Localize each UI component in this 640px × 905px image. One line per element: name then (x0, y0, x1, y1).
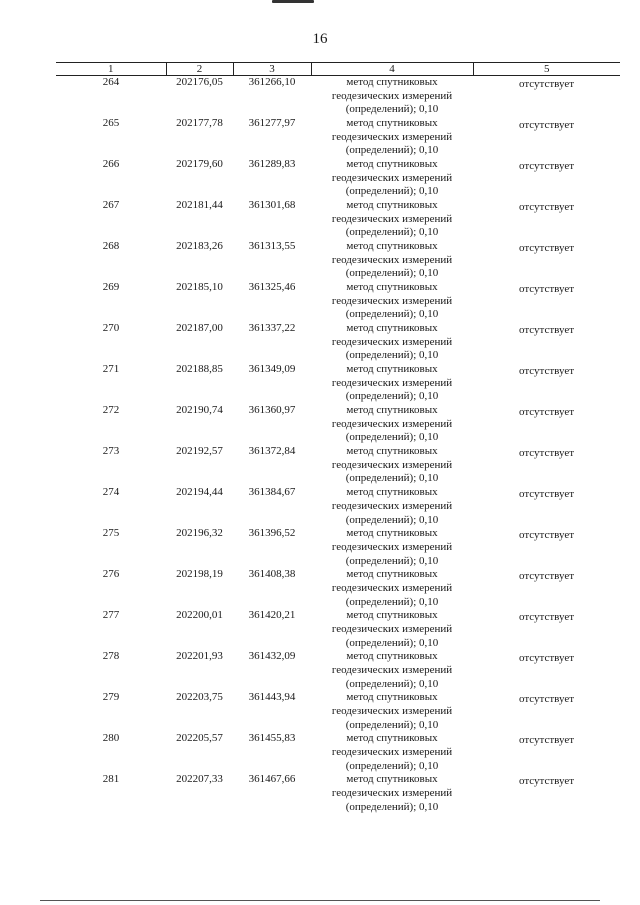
method-cell (311, 486, 473, 527)
method-cell (311, 199, 473, 240)
method-line: (определений); 0,10 (345, 390, 439, 403)
note-cell: отсутствует (518, 283, 575, 296)
method-line: метод спутниковых (346, 281, 438, 294)
method-line: метод спутниковых (346, 199, 438, 212)
method-line: (определений); 0,10 (345, 595, 439, 608)
method-line: геодезических измерений (331, 499, 453, 512)
table-row (56, 281, 620, 322)
method-line: (определений); 0,10 (345, 431, 439, 444)
x-coordinate-cell: 202192,57 (176, 445, 223, 458)
point-number-cell: 274 (102, 486, 120, 499)
x-coordinate-cell: 202187,00 (176, 322, 223, 335)
point-number-cell: 281 (102, 773, 120, 786)
table-row (56, 691, 620, 732)
method-line: геодезических измерений (331, 704, 453, 717)
y-coordinate-cell: 361396,52 (248, 527, 296, 540)
method-line: метод спутниковых (346, 76, 438, 88)
table-row (56, 199, 620, 240)
method-line: метод спутниковых (346, 486, 438, 499)
method-line: метод спутниковых (346, 404, 438, 417)
note-cell: отсутствует (518, 775, 575, 788)
method-line: (определений); 0,10 (345, 718, 439, 731)
method-line: геодезических измерений (331, 417, 453, 430)
method-line: геодезических измерений (331, 745, 453, 758)
point-number-cell: 268 (102, 240, 120, 253)
method-line: геодезических измерений (331, 253, 453, 266)
method-cell (311, 445, 473, 486)
method-line: геодезических измерений (331, 171, 453, 184)
table-row (56, 445, 620, 486)
method-line: геодезических измерений (331, 540, 453, 553)
bottom-edge-line (40, 900, 600, 901)
method-line: (определений); 0,10 (345, 513, 439, 526)
method-line: метод спутниковых (346, 322, 438, 335)
method-line: (определений); 0,10 (345, 144, 439, 157)
point-number-cell: 266 (102, 158, 120, 171)
note-cell: отсутствует (518, 119, 575, 132)
x-coordinate-cell: 202181,44 (176, 199, 223, 212)
y-coordinate-cell: 361420,21 (248, 609, 296, 622)
method-line: метод спутниковых (346, 363, 438, 376)
method-line: (определений); 0,10 (345, 267, 439, 280)
x-coordinate-cell: 202190,74 (176, 404, 223, 417)
x-coordinate-cell: 202194,44 (176, 486, 223, 499)
y-coordinate-cell: 361372,84 (248, 445, 296, 458)
y-coordinate-cell: 361432,09 (248, 650, 296, 663)
method-line: метод спутниковых (346, 773, 438, 786)
x-coordinate-cell: 202177,78 (176, 117, 223, 130)
method-line: (определений); 0,10 (345, 800, 439, 813)
table-row (56, 240, 620, 281)
table-row (56, 568, 620, 609)
note-cell: отсутствует (518, 78, 575, 90)
table-row (56, 76, 620, 118)
x-coordinate-cell: 202185,10 (176, 281, 223, 294)
method-cell (311, 691, 473, 732)
method-cell (311, 281, 473, 322)
note-cell: отсутствует (518, 324, 575, 337)
point-number-cell: 276 (102, 568, 120, 581)
x-coordinate-cell: 202196,32 (176, 527, 223, 540)
method-cell (311, 773, 473, 814)
note-cell: отсутствует (518, 201, 575, 214)
method-line: геодезических измерений (331, 458, 453, 471)
y-coordinate-cell: 361266,10 (248, 76, 296, 88)
table-row (56, 773, 620, 814)
method-cell (311, 404, 473, 445)
method-cell (311, 158, 473, 199)
method-line: метод спутниковых (346, 568, 438, 581)
method-line: метод спутниковых (346, 650, 438, 663)
table-row (56, 117, 620, 158)
point-number-cell: 269 (102, 281, 120, 294)
method-line: метод спутниковых (346, 445, 438, 458)
y-coordinate-cell: 361360,97 (248, 404, 296, 417)
point-number-cell: 265 (102, 117, 120, 130)
note-cell: отсутствует (518, 734, 575, 747)
point-number-cell: 279 (102, 691, 120, 704)
method-cell (311, 363, 473, 404)
coordinates-table (56, 62, 620, 814)
method-line: метод спутниковых (346, 609, 438, 622)
method-line: геодезических измерений (331, 89, 453, 102)
table-row (56, 609, 620, 650)
method-line: (определений); 0,10 (345, 185, 439, 198)
note-cell: отсутствует (518, 406, 575, 419)
table-row (56, 404, 620, 445)
method-cell (311, 568, 473, 609)
x-coordinate-cell: 202188,85 (176, 363, 223, 376)
method-line: геодезических измерений (331, 130, 453, 143)
y-coordinate-cell: 361337,22 (248, 322, 296, 335)
method-cell (311, 732, 473, 773)
point-number-cell: 267 (102, 199, 120, 212)
method-line: (определений); 0,10 (345, 759, 439, 772)
method-line: геодезических измерений (331, 663, 453, 676)
x-coordinate-cell: 202198,19 (176, 568, 223, 581)
note-cell: отсутствует (518, 447, 575, 460)
table-row (56, 650, 620, 691)
point-number-cell: 280 (102, 732, 120, 745)
page-number: 16 (312, 31, 328, 47)
method-line: геодезических измерений (331, 622, 453, 635)
note-cell: отсутствует (518, 570, 575, 583)
method-line: геодезических измерений (331, 212, 453, 225)
method-cell (311, 76, 473, 118)
note-cell: отсутствует (518, 365, 575, 378)
y-coordinate-cell: 361408,38 (248, 568, 296, 581)
point-number-cell: 278 (102, 650, 120, 663)
point-number-cell: 273 (102, 445, 120, 458)
method-line: (определений); 0,10 (345, 636, 439, 649)
column-header: 1 (56, 63, 166, 76)
method-line: метод спутниковых (346, 732, 438, 745)
table-row (56, 158, 620, 199)
point-number-cell: 271 (102, 363, 120, 376)
column-header: 4 (311, 63, 473, 76)
x-coordinate-cell: 202203,75 (176, 691, 223, 704)
method-cell (311, 650, 473, 691)
note-cell: отсутствует (518, 488, 575, 501)
method-cell (311, 609, 473, 650)
method-line: геодезических измерений (331, 786, 453, 799)
method-line: (определений); 0,10 (345, 472, 439, 485)
table-row (56, 527, 620, 568)
x-coordinate-cell: 202200,01 (176, 609, 223, 622)
method-line: метод спутниковых (346, 240, 438, 253)
method-line: (определений); 0,10 (345, 103, 439, 116)
table-row (56, 732, 620, 773)
y-coordinate-cell: 361325,46 (248, 281, 296, 294)
method-line: (определений); 0,10 (345, 677, 439, 690)
y-coordinate-cell: 361301,68 (248, 199, 296, 212)
method-line: (определений); 0,10 (345, 226, 439, 239)
y-coordinate-cell: 361455,83 (248, 732, 296, 745)
method-line: (определений); 0,10 (345, 554, 439, 567)
point-number-cell: 277 (102, 609, 120, 622)
x-coordinate-cell: 202201,93 (176, 650, 223, 663)
y-coordinate-cell: 361467,66 (248, 773, 296, 786)
point-number-cell: 270 (102, 322, 120, 335)
method-line: геодезических измерений (331, 335, 453, 348)
table-row (56, 363, 620, 404)
table-body (56, 76, 620, 815)
method-cell (311, 322, 473, 363)
table-row (56, 486, 620, 527)
point-number-cell: 264 (102, 76, 120, 88)
table-row (56, 322, 620, 363)
note-cell: отсутствует (518, 693, 575, 706)
method-line: (определений); 0,10 (345, 308, 439, 321)
method-line: метод спутниковых (346, 158, 438, 171)
y-coordinate-cell: 361313,55 (248, 240, 296, 253)
note-cell: отсутствует (518, 652, 575, 665)
table-header-row (56, 63, 620, 76)
x-coordinate-cell: 202207,33 (176, 773, 223, 786)
column-header: 5 (473, 63, 620, 76)
method-line: геодезических измерений (331, 581, 453, 594)
note-cell: отсутствует (518, 242, 575, 255)
note-cell: отсутствует (518, 529, 575, 542)
y-coordinate-cell: 361349,09 (248, 363, 296, 376)
point-number-cell: 275 (102, 527, 120, 540)
y-coordinate-cell: 361384,67 (248, 486, 296, 499)
column-header: 3 (233, 63, 311, 76)
method-cell (311, 527, 473, 568)
method-cell (311, 117, 473, 158)
column-header: 2 (166, 63, 233, 76)
method-cell (311, 240, 473, 281)
method-line: (определений); 0,10 (345, 349, 439, 362)
y-coordinate-cell: 361289,83 (248, 158, 296, 171)
x-coordinate-cell: 202205,57 (176, 732, 223, 745)
note-cell: отсутствует (518, 611, 575, 624)
point-number-cell: 272 (102, 404, 120, 417)
method-line: геодезических измерений (331, 294, 453, 307)
y-coordinate-cell: 361277,97 (248, 117, 296, 130)
method-line: метод спутниковых (346, 527, 438, 540)
method-line: метод спутниковых (346, 691, 438, 704)
x-coordinate-cell: 202179,60 (176, 158, 223, 171)
x-coordinate-cell: 202176,05 (176, 76, 223, 88)
method-line: метод спутниковых (346, 117, 438, 130)
method-line: геодезических измерений (331, 376, 453, 389)
scan-mark (272, 0, 314, 3)
note-cell: отсутствует (518, 160, 575, 173)
x-coordinate-cell: 202183,26 (176, 240, 223, 253)
y-coordinate-cell: 361443,94 (248, 691, 296, 704)
